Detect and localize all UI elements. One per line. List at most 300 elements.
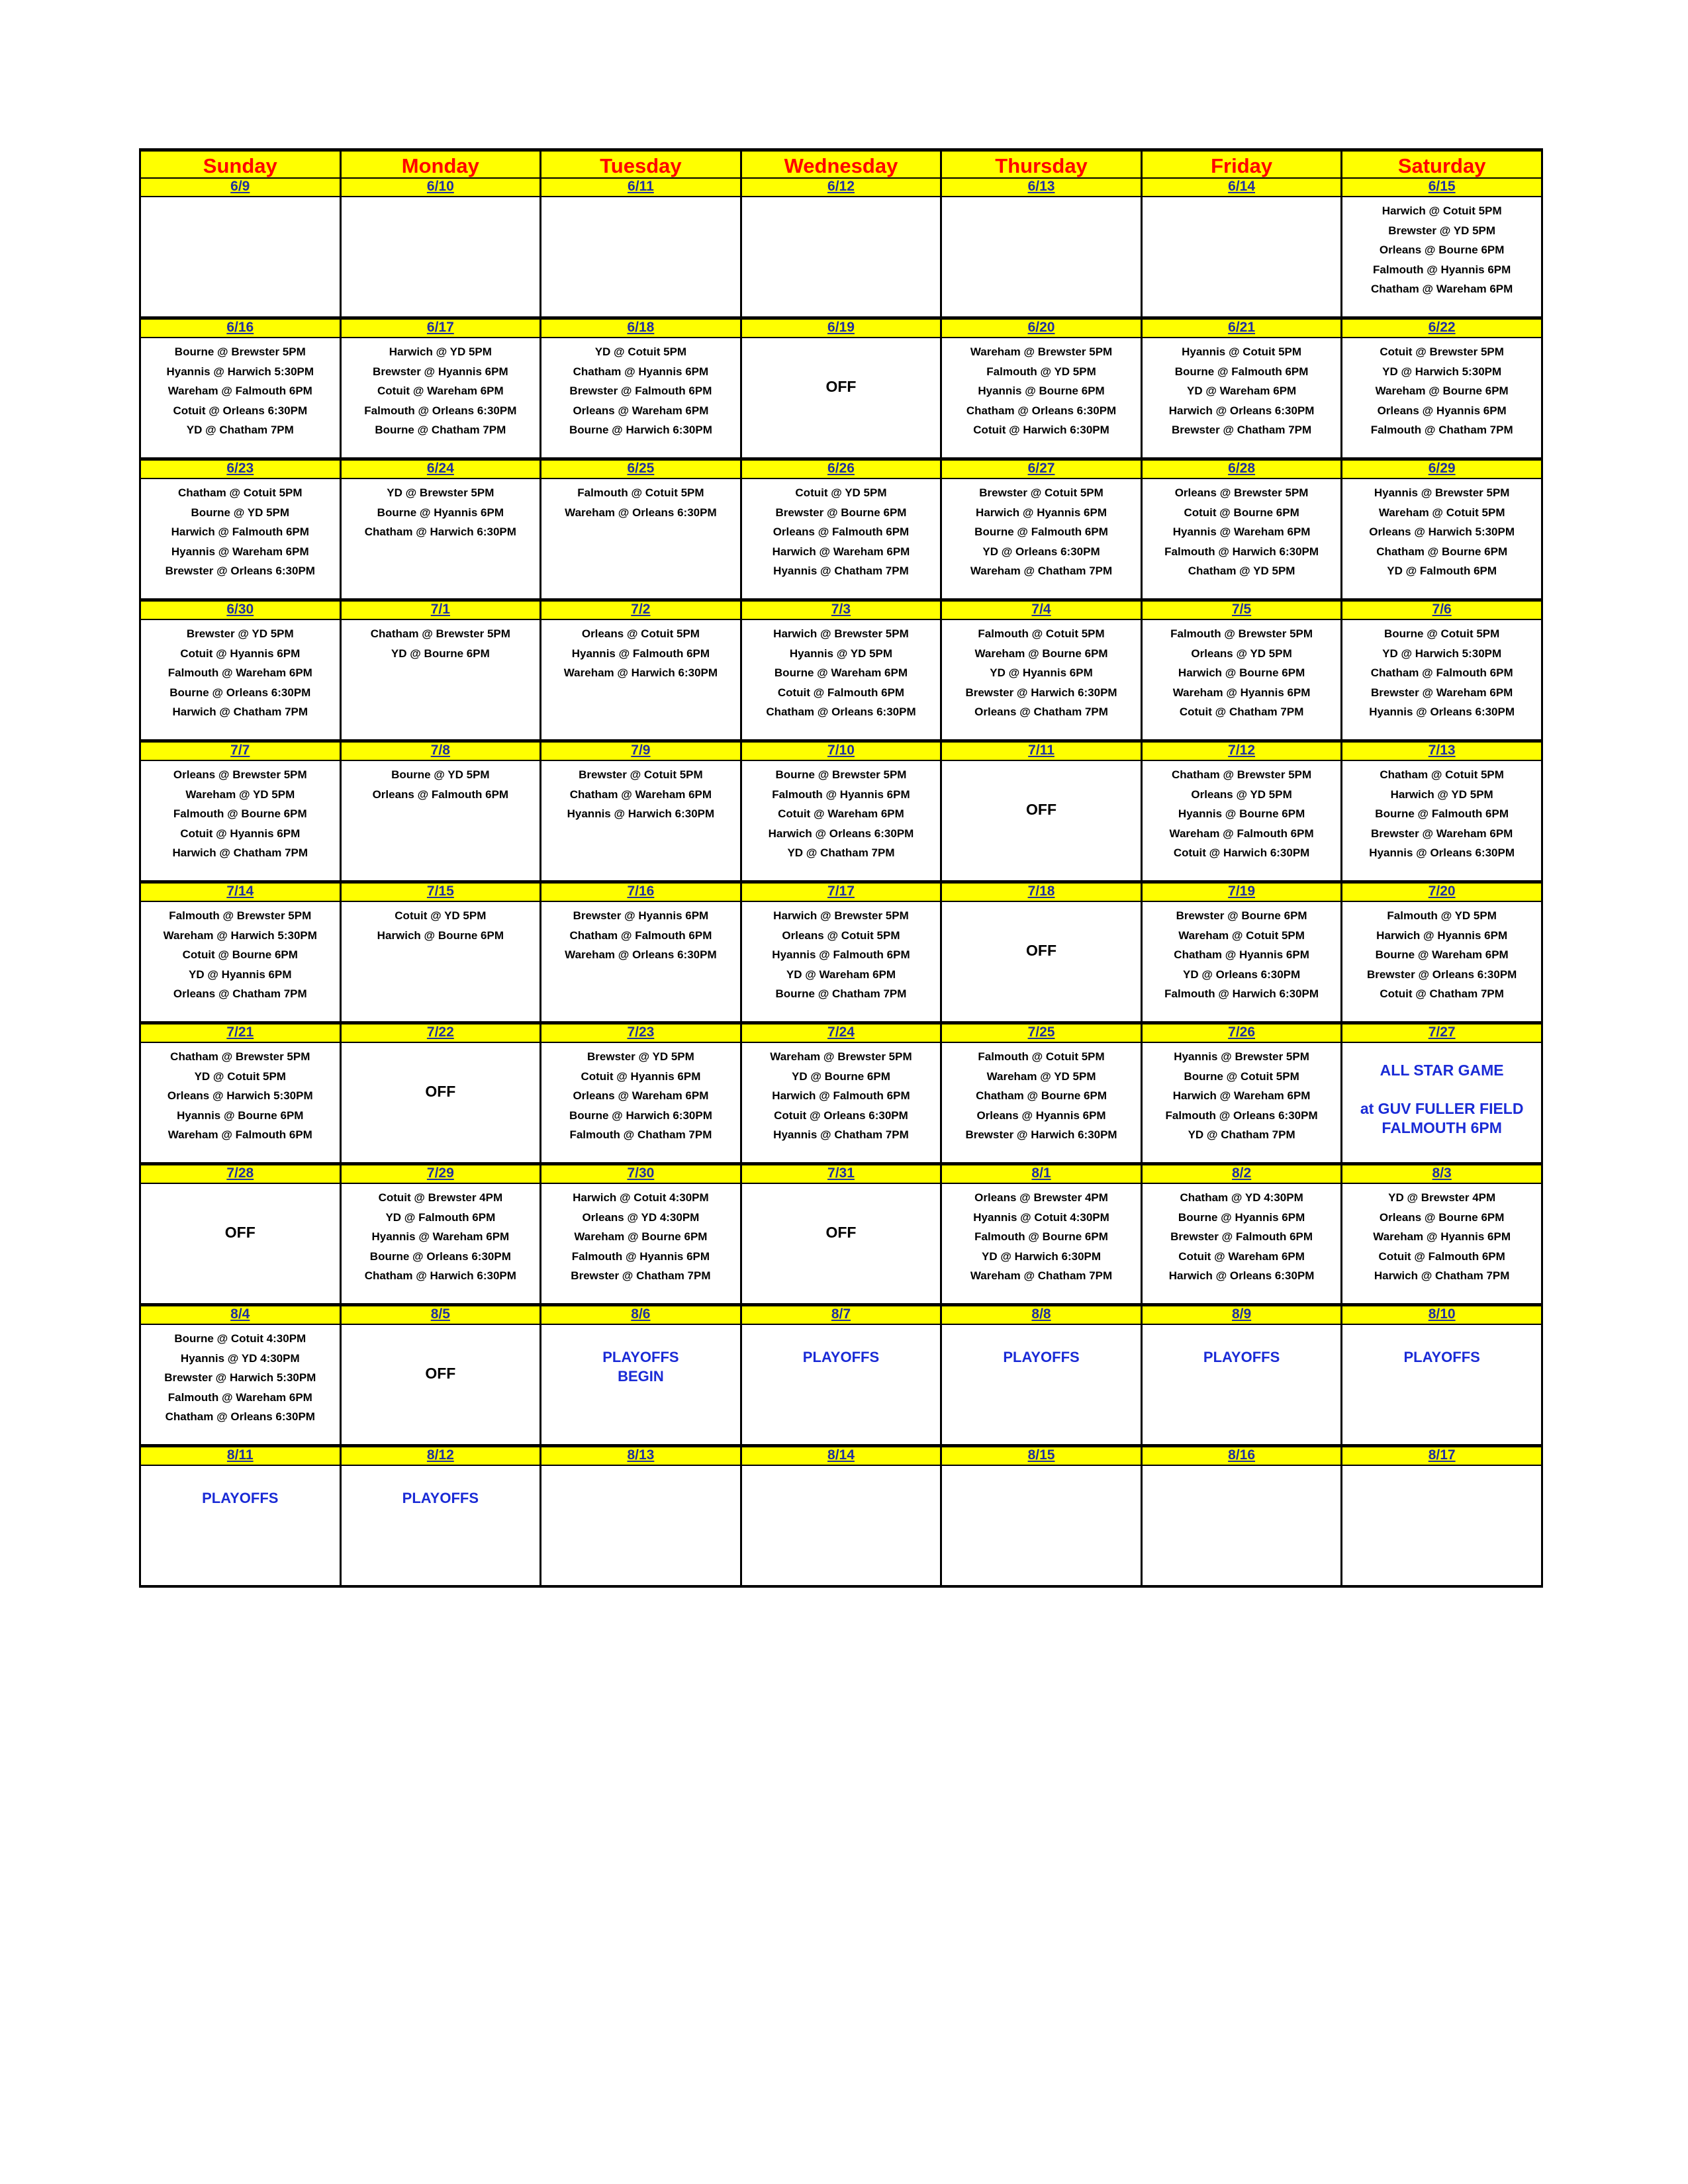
date-link[interactable]: 8/6 bbox=[631, 1306, 651, 1322]
day-cell-monday bbox=[340, 1465, 541, 1586]
game-entry: YD @ Hyannis 6PM bbox=[189, 968, 292, 981]
game-entry: Orleans @ Hyannis 6PM bbox=[1377, 404, 1507, 417]
date-link[interactable]: 8/4 bbox=[230, 1306, 250, 1322]
day-header-thursday: Thursday bbox=[941, 150, 1142, 179]
game-entry: Falmouth @ Hyannis 6PM bbox=[772, 788, 910, 801]
date-link[interactable]: 7/22 bbox=[426, 1024, 454, 1040]
game-entry: Harwich @ Orleans 6:30PM bbox=[1168, 1269, 1315, 1282]
date-link[interactable]: 7/20 bbox=[1428, 884, 1456, 899]
game-entry: Chatham @ Orleans 6:30PM bbox=[766, 705, 916, 718]
date-cell-monday bbox=[340, 459, 541, 479]
game-entry: Hyannis @ Harwich 5:30PM bbox=[166, 365, 314, 378]
week-games-row bbox=[140, 1324, 1542, 1446]
date-link[interactable]: 6/10 bbox=[426, 179, 454, 194]
day-cell-wednesday bbox=[741, 901, 941, 1023]
date-link[interactable]: 8/16 bbox=[1228, 1447, 1256, 1463]
game-entry: Cotuit @ Brewster 5PM bbox=[1380, 345, 1504, 358]
date-link[interactable]: 8/14 bbox=[827, 1447, 855, 1463]
date-cell-sunday bbox=[140, 1305, 341, 1325]
date-link[interactable]: 6/18 bbox=[627, 320, 655, 335]
playoffs-line: PLAYOFFS bbox=[1003, 1349, 1080, 1365]
playoffs-label bbox=[1143, 1329, 1341, 1367]
game-entry: Wareham @ Bourne 6PM bbox=[574, 1230, 708, 1243]
date-cell-thursday bbox=[941, 459, 1142, 479]
date-link[interactable]: 7/21 bbox=[226, 1024, 254, 1040]
game-entry: Chatham @ Harwich 6:30PM bbox=[364, 1269, 516, 1282]
day-cell-tuesday bbox=[541, 197, 741, 318]
game-entry: Chatham @ Wareham 6PM bbox=[569, 788, 712, 801]
day-cell-tuesday bbox=[541, 1183, 741, 1305]
date-link[interactable]: 6/26 bbox=[827, 461, 855, 476]
day-cell-saturday bbox=[1342, 901, 1542, 1023]
day-cell-friday bbox=[1141, 901, 1342, 1023]
day-cell-tuesday bbox=[541, 901, 741, 1023]
date-link[interactable]: 7/10 bbox=[827, 743, 855, 758]
date-cell-saturday bbox=[1342, 1164, 1542, 1184]
game-entry: Harwich @ Orleans 6:30PM bbox=[1168, 404, 1315, 417]
game-entry: Harwich @ Wareham 6PM bbox=[1172, 1089, 1311, 1102]
date-cell-tuesday bbox=[541, 318, 741, 338]
date-cell-thursday bbox=[941, 1446, 1142, 1466]
date-cell-sunday bbox=[140, 882, 341, 902]
game-entry: Harwich @ Bourne 6PM bbox=[1178, 666, 1305, 679]
game-entry: Falmouth @ Hyannis 6PM bbox=[571, 1250, 710, 1263]
playoffs-label bbox=[1342, 1329, 1541, 1367]
date-cell-tuesday bbox=[541, 178, 741, 197]
date-cell-sunday bbox=[140, 600, 341, 620]
date-link[interactable]: 7/29 bbox=[426, 1165, 454, 1181]
game-entry: Hyannis @ Wareham 6PM bbox=[1172, 525, 1311, 538]
game-entry: Falmouth @ Wareham 6PM bbox=[167, 666, 312, 679]
date-cell-thursday bbox=[941, 318, 1142, 338]
date-link[interactable]: 6/9 bbox=[230, 179, 250, 194]
day-cell-wednesday bbox=[741, 760, 941, 882]
date-link[interactable]: 7/15 bbox=[426, 884, 454, 899]
game-entry: Wareham @ Bourne 6PM bbox=[974, 647, 1108, 660]
playoffs-line: PLAYOFFS bbox=[602, 1349, 679, 1365]
game-entry: Wareham @ Bourne 6PM bbox=[1375, 385, 1509, 397]
date-link[interactable]: 6/29 bbox=[1428, 461, 1456, 476]
game-entry: YD @ Bourne 6PM bbox=[391, 647, 490, 660]
game-entry: Orleans @ Cotuit 5PM bbox=[581, 627, 700, 640]
date-link[interactable]: 7/4 bbox=[1031, 602, 1051, 617]
date-link[interactable]: 8/1 bbox=[1031, 1165, 1051, 1181]
date-link[interactable]: 7/18 bbox=[1027, 884, 1055, 899]
game-entry: Orleans @ Brewster 4PM bbox=[974, 1191, 1108, 1204]
game-entry: Brewster @ Bourne 6PM bbox=[775, 506, 907, 519]
date-cell-wednesday bbox=[741, 178, 941, 197]
date-link[interactable]: 7/19 bbox=[1228, 884, 1256, 899]
day-cell-saturday bbox=[1342, 1465, 1542, 1586]
date-link[interactable]: 7/2 bbox=[631, 602, 651, 617]
game-entry: Brewster @ Falmouth 6PM bbox=[1170, 1230, 1313, 1243]
game-entry: Orleans @ Harwich 5:30PM bbox=[1369, 525, 1515, 538]
game-entry: Wareham @ Chatham 7PM bbox=[970, 1269, 1113, 1282]
date-cell-thursday bbox=[941, 178, 1142, 197]
date-link[interactable]: 7/16 bbox=[627, 884, 655, 899]
day-cell-saturday bbox=[1342, 478, 1542, 600]
date-cell-wednesday bbox=[741, 882, 941, 902]
date-link[interactable]: 8/10 bbox=[1428, 1306, 1456, 1322]
week-games-row bbox=[140, 1042, 1542, 1164]
date-link[interactable]: 6/24 bbox=[426, 461, 454, 476]
date-link[interactable]: 7/1 bbox=[430, 602, 450, 617]
day-cell-saturday bbox=[1342, 338, 1542, 459]
day-cell-thursday bbox=[941, 197, 1142, 318]
date-link[interactable]: 7/11 bbox=[1028, 743, 1055, 758]
day-cell-sunday bbox=[140, 901, 341, 1023]
date-link[interactable]: 6/25 bbox=[627, 461, 655, 476]
game-entry: Wareham @ Chatham 7PM bbox=[970, 565, 1113, 577]
game-entry: Orleans @ YD 5PM bbox=[1191, 647, 1292, 660]
game-entry: Chatham @ Falmouth 6PM bbox=[569, 929, 712, 942]
game-entry: Orleans @ Wareham 6PM bbox=[573, 404, 709, 417]
date-cell-monday bbox=[340, 1446, 541, 1466]
day-cell-sunday bbox=[140, 1042, 341, 1164]
game-entry: Cotuit @ Falmouth 6PM bbox=[1378, 1250, 1505, 1263]
date-cell-tuesday bbox=[541, 1305, 741, 1325]
day-cell-tuesday bbox=[541, 1324, 741, 1446]
game-entry: Wareham @ Cotuit 5PM bbox=[1178, 929, 1305, 942]
game-entry: YD @ Orleans 6:30PM bbox=[1182, 968, 1301, 981]
date-cell-sunday bbox=[140, 1446, 341, 1466]
day-cell-wednesday bbox=[741, 619, 941, 741]
game-entry: Chatham @ Brewster 5PM bbox=[1171, 768, 1312, 781]
date-link[interactable]: 8/15 bbox=[1027, 1447, 1055, 1463]
date-cell-saturday bbox=[1342, 741, 1542, 761]
game-entry: Bourne @ Harwich 6:30PM bbox=[569, 1109, 712, 1122]
date-link[interactable]: 7/26 bbox=[1228, 1024, 1256, 1040]
date-link[interactable]: 8/9 bbox=[1231, 1306, 1252, 1322]
game-entry: Hyannis @ YD 5PM bbox=[789, 647, 893, 660]
day-cell-sunday bbox=[140, 1324, 341, 1446]
game-entry: Cotuit @ YD 5PM bbox=[395, 909, 487, 922]
game-entry: Orleans @ Wareham 6PM bbox=[573, 1089, 709, 1102]
date-cell-sunday bbox=[140, 741, 341, 761]
game-entry: Bourne @ Orleans 6:30PM bbox=[369, 1250, 511, 1263]
playoffs-line: PLAYOFFS bbox=[202, 1490, 279, 1506]
date-link[interactable]: 6/30 bbox=[226, 602, 254, 617]
day-cell-monday bbox=[340, 478, 541, 600]
week-games-row bbox=[140, 619, 1542, 741]
date-link[interactable]: 7/7 bbox=[230, 743, 250, 758]
date-cell-sunday bbox=[140, 1023, 341, 1043]
game-entry: Cotuit @ Wareham 6PM bbox=[778, 807, 904, 820]
date-link[interactable]: 8/8 bbox=[1031, 1306, 1051, 1322]
game-entry: Falmouth @ Wareham 6PM bbox=[167, 1390, 312, 1404]
game-entry: Bourne @ Falmouth 6PM bbox=[1375, 807, 1509, 820]
game-entry: Falmouth @ Harwich 6:30PM bbox=[1164, 987, 1319, 1000]
game-entry: Chatham @ Hyannis 6PM bbox=[1174, 948, 1309, 961]
day-cell-wednesday bbox=[741, 478, 941, 600]
game-entry: Chatham @ Bourne 6PM bbox=[1376, 545, 1508, 558]
date-link[interactable]: 6/22 bbox=[1428, 320, 1456, 335]
playoffs-label bbox=[742, 1329, 941, 1367]
date-link[interactable]: 6/27 bbox=[1027, 461, 1055, 476]
date-link[interactable]: 8/7 bbox=[831, 1306, 851, 1322]
date-link[interactable]: 7/25 bbox=[1027, 1024, 1055, 1040]
game-entry: Harwich @ Bourne 6PM bbox=[377, 929, 504, 942]
game-entry: Falmouth @ Chatham 7PM bbox=[569, 1128, 712, 1141]
game-entry: Harwich @ Brewster 5PM bbox=[773, 627, 909, 640]
day-cell-sunday bbox=[140, 1183, 341, 1305]
date-cell-saturday bbox=[1342, 1446, 1542, 1466]
game-entry: Harwich @ Falmouth 6PM bbox=[772, 1089, 910, 1102]
game-entry: Brewster @ Cotuit 5PM bbox=[979, 486, 1103, 499]
game-entry: Brewster @ Wareham 6PM bbox=[1370, 827, 1513, 840]
date-cell-monday bbox=[340, 318, 541, 338]
game-entry: Chatham @ Wareham 6PM bbox=[1370, 283, 1513, 295]
game-entry: YD @ Orleans 6:30PM bbox=[982, 545, 1100, 558]
date-link[interactable]: 6/23 bbox=[226, 461, 254, 476]
game-entry: Bourne @ YD 5PM bbox=[391, 768, 490, 781]
game-entry: Orleans @ Harwich 5:30PM bbox=[167, 1089, 313, 1102]
date-link[interactable]: 7/13 bbox=[1428, 743, 1456, 758]
day-header-monday: Monday bbox=[340, 150, 541, 179]
game-entry: Orleans @ Bourne 6PM bbox=[1379, 244, 1505, 256]
date-link[interactable]: 6/15 bbox=[1428, 179, 1456, 194]
date-link[interactable]: 6/21 bbox=[1228, 320, 1256, 335]
date-cell-wednesday bbox=[741, 600, 941, 620]
date-cell-saturday bbox=[1342, 1023, 1542, 1043]
date-link[interactable]: 6/17 bbox=[426, 320, 454, 335]
game-entry: Harwich @ Hyannis 6PM bbox=[976, 506, 1107, 519]
game-entry: YD @ Harwich 6:30PM bbox=[982, 1250, 1102, 1263]
day-header-wednesday: Wednesday bbox=[741, 150, 941, 179]
date-cell-friday bbox=[1141, 1164, 1342, 1184]
week-date-row bbox=[140, 741, 1542, 761]
game-entry: Orleans @ Falmouth 6PM bbox=[372, 788, 509, 801]
date-link[interactable]: 6/20 bbox=[1027, 320, 1055, 335]
game-entry: Wareham @ Falmouth 6PM bbox=[167, 385, 312, 397]
date-link[interactable]: 8/2 bbox=[1231, 1165, 1252, 1181]
game-entry: Hyannis @ Bourne 6PM bbox=[978, 385, 1105, 397]
game-entry: Falmouth @ YD 5PM bbox=[986, 365, 1096, 378]
date-link[interactable]: 7/30 bbox=[627, 1165, 655, 1181]
all-star-title: ALL STAR GAME bbox=[1380, 1062, 1504, 1079]
date-cell-tuesday bbox=[541, 882, 741, 902]
game-entry: Cotuit @ Chatham 7PM bbox=[1380, 987, 1504, 1000]
day-cell-sunday bbox=[140, 478, 341, 600]
date-link[interactable]: 7/14 bbox=[226, 884, 254, 899]
game-entry: Brewster @ Harwich 5:30PM bbox=[164, 1371, 316, 1384]
date-cell-friday bbox=[1141, 1446, 1342, 1466]
day-cell-saturday bbox=[1342, 1042, 1542, 1164]
date-link[interactable]: 8/12 bbox=[426, 1447, 454, 1463]
date-link[interactable]: 7/27 bbox=[1428, 1024, 1456, 1040]
off-day-label: OFF bbox=[425, 1083, 456, 1100]
day-cell-thursday bbox=[941, 760, 1142, 882]
playoffs-line: PLAYOFFS bbox=[1403, 1349, 1480, 1365]
game-entry: Brewster @ Harwich 6:30PM bbox=[965, 1128, 1117, 1141]
game-entry: Harwich @ Orleans 6:30PM bbox=[768, 827, 914, 840]
game-entry: Brewster @ Orleans 6:30PM bbox=[1366, 968, 1517, 981]
date-cell-monday bbox=[340, 178, 541, 197]
date-cell-friday bbox=[1141, 178, 1342, 197]
date-link[interactable]: 6/16 bbox=[226, 320, 254, 335]
date-link[interactable]: 7/31 bbox=[827, 1165, 855, 1181]
game-entry: Brewster @ Harwich 6:30PM bbox=[965, 686, 1117, 699]
game-entry: Cotuit @ Wareham 6PM bbox=[377, 385, 504, 397]
game-entry: Chatham @ YD 4:30PM bbox=[1180, 1191, 1303, 1204]
date-cell-tuesday bbox=[541, 1023, 741, 1043]
day-header-tuesday: Tuesday bbox=[541, 150, 741, 179]
game-entry: Bourne @ Cotuit 5PM bbox=[1384, 627, 1500, 640]
game-entry: Harwich @ Wareham 6PM bbox=[772, 545, 910, 558]
day-cell-friday bbox=[1141, 338, 1342, 459]
day-cell-tuesday bbox=[541, 1465, 741, 1586]
game-entry: Harwich @ YD 5PM bbox=[1390, 788, 1493, 801]
all-star-game-notice bbox=[1342, 1047, 1541, 1138]
date-link[interactable]: 6/13 bbox=[1027, 179, 1055, 194]
week-games-row bbox=[140, 338, 1542, 459]
game-entry: Falmouth @ Hyannis 6PM bbox=[1372, 263, 1511, 276]
game-entry: Bourne @ Falmouth 6PM bbox=[974, 525, 1108, 538]
game-entry: Chatham @ YD 5PM bbox=[1188, 565, 1295, 577]
day-cell-thursday bbox=[941, 338, 1142, 459]
game-entry: Hyannis @ Brewster 5PM bbox=[1174, 1050, 1309, 1063]
game-entry: Hyannis @ Falmouth 6PM bbox=[571, 647, 710, 660]
game-entry: Brewster @ Cotuit 5PM bbox=[579, 768, 703, 781]
game-entry: Brewster @ Bourne 6PM bbox=[1176, 909, 1307, 922]
game-entry: Falmouth @ Harwich 6:30PM bbox=[1164, 545, 1319, 558]
date-link[interactable]: 7/17 bbox=[827, 884, 855, 899]
game-entry: Wareham @ Harwich 6:30PM bbox=[563, 666, 718, 679]
date-cell-wednesday bbox=[741, 1305, 941, 1325]
game-entry: Brewster @ YD 5PM bbox=[587, 1050, 694, 1063]
date-link[interactable]: 7/12 bbox=[1228, 743, 1256, 758]
day-cell-thursday bbox=[941, 901, 1142, 1023]
game-entry: Cotuit @ Wareham 6PM bbox=[1178, 1250, 1305, 1263]
date-link[interactable]: 8/3 bbox=[1432, 1165, 1452, 1181]
game-entry: Orleans @ Cotuit 5PM bbox=[782, 929, 900, 942]
game-entry: Orleans @ Bourne 6PM bbox=[1379, 1210, 1505, 1224]
date-cell-tuesday bbox=[541, 741, 741, 761]
date-link[interactable]: 6/12 bbox=[827, 179, 855, 194]
game-entry: Harwich @ Brewster 5PM bbox=[773, 909, 909, 922]
day-cell-friday bbox=[1141, 478, 1342, 600]
date-cell-thursday bbox=[941, 1164, 1142, 1184]
date-link[interactable]: 7/5 bbox=[1231, 602, 1252, 617]
game-entry: Bourne @ Wareham 6PM bbox=[774, 666, 908, 679]
date-link[interactable]: 6/28 bbox=[1228, 461, 1256, 476]
day-cell-monday bbox=[340, 197, 541, 318]
date-link[interactable]: 8/5 bbox=[430, 1306, 450, 1322]
date-link[interactable]: 7/23 bbox=[627, 1024, 655, 1040]
schedule-calendar bbox=[139, 148, 1543, 1588]
game-entry: Chatham @ Hyannis 6PM bbox=[573, 365, 709, 378]
game-entry: Falmouth @ Cotuit 5PM bbox=[978, 1050, 1105, 1063]
date-link[interactable]: 6/11 bbox=[628, 179, 654, 194]
game-entry: Cotuit @ Hyannis 6PM bbox=[180, 827, 301, 840]
game-entry: Wareham @ Brewster 5PM bbox=[770, 1050, 912, 1063]
calendar-body bbox=[140, 178, 1542, 1586]
game-entry: Bourne @ Hyannis 6PM bbox=[1178, 1210, 1305, 1224]
date-cell-monday bbox=[340, 1023, 541, 1043]
day-cell-thursday bbox=[941, 619, 1142, 741]
day-cell-sunday bbox=[140, 338, 341, 459]
game-entry: Brewster @ Hyannis 6PM bbox=[573, 909, 709, 922]
day-cell-wednesday bbox=[741, 1324, 941, 1446]
week-date-row bbox=[140, 1305, 1542, 1325]
date-link[interactable]: 7/3 bbox=[831, 602, 851, 617]
date-link[interactable]: 7/28 bbox=[226, 1165, 254, 1181]
date-link[interactable]: 6/14 bbox=[1228, 179, 1256, 194]
game-entry: YD @ Harwich 5:30PM bbox=[1382, 365, 1502, 378]
week-date-row bbox=[140, 1446, 1542, 1466]
day-cell-monday bbox=[340, 619, 541, 741]
day-cell-thursday bbox=[941, 1183, 1142, 1305]
playoffs-label bbox=[942, 1329, 1141, 1367]
date-cell-wednesday bbox=[741, 459, 941, 479]
game-entry: Hyannis @ Wareham 6PM bbox=[171, 545, 309, 558]
day-cell-sunday bbox=[140, 760, 341, 882]
game-entry: Harwich @ Cotuit 5PM bbox=[1382, 205, 1502, 217]
date-link[interactable]: 7/8 bbox=[430, 743, 450, 758]
day-cell-thursday bbox=[941, 1324, 1142, 1446]
day-cell-sunday bbox=[140, 197, 341, 318]
date-cell-sunday bbox=[140, 1164, 341, 1184]
game-entry: YD @ Chatham 7PM bbox=[1188, 1128, 1295, 1141]
game-entry: Cotuit @ Bourne 6PM bbox=[1184, 506, 1299, 519]
game-entry: Falmouth @ YD 5PM bbox=[1387, 909, 1497, 922]
day-cell-tuesday bbox=[541, 1042, 741, 1164]
day-cell-friday bbox=[1141, 1465, 1342, 1586]
game-entry: Falmouth @ Cotuit 5PM bbox=[978, 627, 1105, 640]
date-cell-monday bbox=[340, 1305, 541, 1325]
day-cell-friday bbox=[1141, 1042, 1342, 1164]
game-entry: Wareham @ Falmouth 6PM bbox=[1169, 827, 1314, 840]
game-entry: Cotuit @ Orleans 6:30PM bbox=[774, 1109, 908, 1122]
date-cell-wednesday bbox=[741, 1446, 941, 1466]
game-entry: Orleans @ YD 4:30PM bbox=[582, 1210, 700, 1224]
date-link[interactable]: 8/11 bbox=[226, 1447, 254, 1463]
date-link[interactable]: 6/19 bbox=[827, 320, 855, 335]
game-entry: Harwich @ Chatham 7PM bbox=[172, 705, 308, 718]
date-cell-tuesday bbox=[541, 459, 741, 479]
date-cell-friday bbox=[1141, 741, 1342, 761]
date-link[interactable]: 7/9 bbox=[631, 743, 651, 758]
game-entry: Cotuit @ YD 5PM bbox=[795, 486, 887, 499]
game-entry: Bourne @ Brewster 5PM bbox=[174, 345, 306, 358]
game-entry: YD @ Falmouth 6PM bbox=[385, 1210, 496, 1224]
date-link[interactable]: 8/17 bbox=[1428, 1447, 1456, 1463]
date-cell-monday bbox=[340, 741, 541, 761]
playoffs-line: PLAYOFFS bbox=[402, 1490, 479, 1506]
date-link[interactable]: 7/6 bbox=[1432, 602, 1452, 617]
date-link[interactable]: 7/24 bbox=[827, 1024, 855, 1040]
date-link[interactable]: 8/13 bbox=[627, 1447, 655, 1463]
game-entry: Bourne @ Orleans 6:30PM bbox=[169, 686, 311, 699]
game-entry: Hyannis @ Cotuit 5PM bbox=[1182, 345, 1302, 358]
day-cell-wednesday bbox=[741, 338, 941, 459]
game-entry: Bourne @ Cotuit 4:30PM bbox=[174, 1332, 306, 1345]
game-entry: Orleans @ YD 5PM bbox=[1191, 788, 1292, 801]
off-day-label: OFF bbox=[1026, 942, 1057, 959]
game-entry: Falmouth @ Bourne 6PM bbox=[173, 807, 307, 820]
date-cell-wednesday bbox=[741, 1023, 941, 1043]
game-entry: Bourne @ Brewster 5PM bbox=[775, 768, 907, 781]
date-cell-saturday bbox=[1342, 459, 1542, 479]
game-entry: Hyannis @ Falmouth 6PM bbox=[772, 948, 910, 961]
game-entry: Hyannis @ Orleans 6:30PM bbox=[1369, 846, 1515, 859]
all-star-venue: at GUV FULLER FIELD bbox=[1360, 1100, 1524, 1117]
game-entry: Harwich @ Cotuit 4:30PM bbox=[573, 1191, 709, 1204]
playoffs-line: PLAYOFFS bbox=[1203, 1349, 1280, 1365]
date-cell-saturday bbox=[1342, 318, 1542, 338]
day-cell-wednesday bbox=[741, 197, 941, 318]
off-day-label: OFF bbox=[224, 1224, 256, 1241]
